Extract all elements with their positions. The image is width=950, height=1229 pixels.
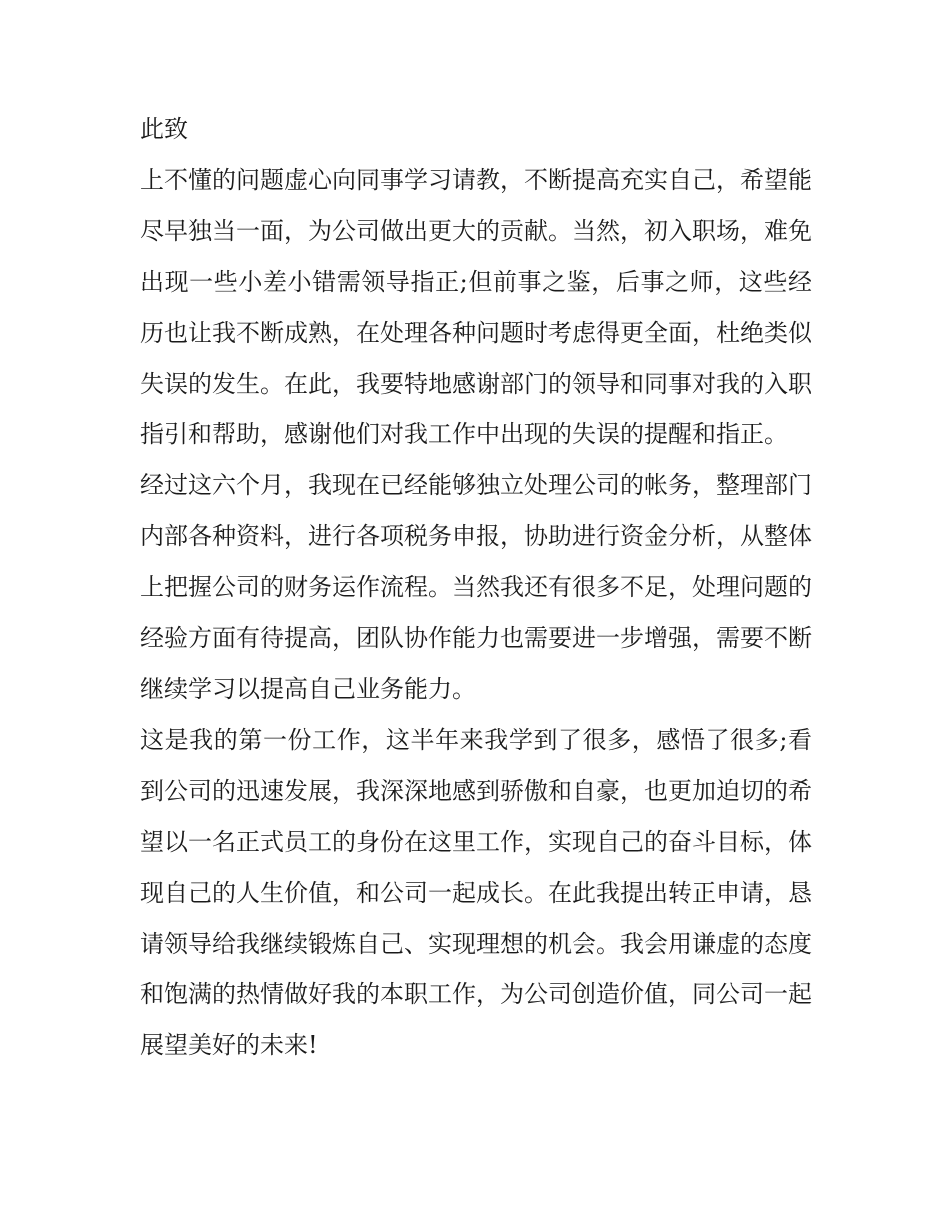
paragraph-3: 这是我的第一份工作，这半年来我学到了很多，感悟了很多;看到公司的迅速发展，我深深地感到骄傲和自豪，也更加迫切的希望以一名正式员工的身份在这里工作，实现自己的奋斗目标，体现自己的人生价值，和公司一起成长。在此我提出转正申请，恳请领导给我继续锻炼自己、实现理想的机会。我会用谦虚的态度和饱满的热情做好我的本职工作，为公司创造价值，同公司一起展望美好的未来! <box>140 725 812 1060</box>
paragraph-1: 上不懂的问题虚心向同事学习请教，不断提高充实自己，希望能尽早独当一面，为公司做出更大的贡献。当然，初入职场，难免出现一些小差小错需领导指正;但前事之鉴，后事之师，这些经历也让我不断成熟，在处理各种问题时考虑得更全面，杜绝类似失误的发生。在此，我要特地感谢部门的领导和同事对我的入职指引和帮助，感谢他们对我工作中出现的失误的提醒和指正。 <box>140 165 812 449</box>
document-body <box>140 104 812 1071</box>
salutation: 此致 <box>140 115 188 143</box>
paragraph-2: 经过这六个月，我现在已经能够独立处理公司的帐务，整理部门内部各种资料，进行各项税务申报，协助进行资金分析，从整体上把握公司的财务运作流程。当然我还有很多不足，处理问题的经验方面有待提高，团队协作能力也需要进一步增强，需要不断继续学习以提高自己业务能力。 <box>140 471 812 703</box>
